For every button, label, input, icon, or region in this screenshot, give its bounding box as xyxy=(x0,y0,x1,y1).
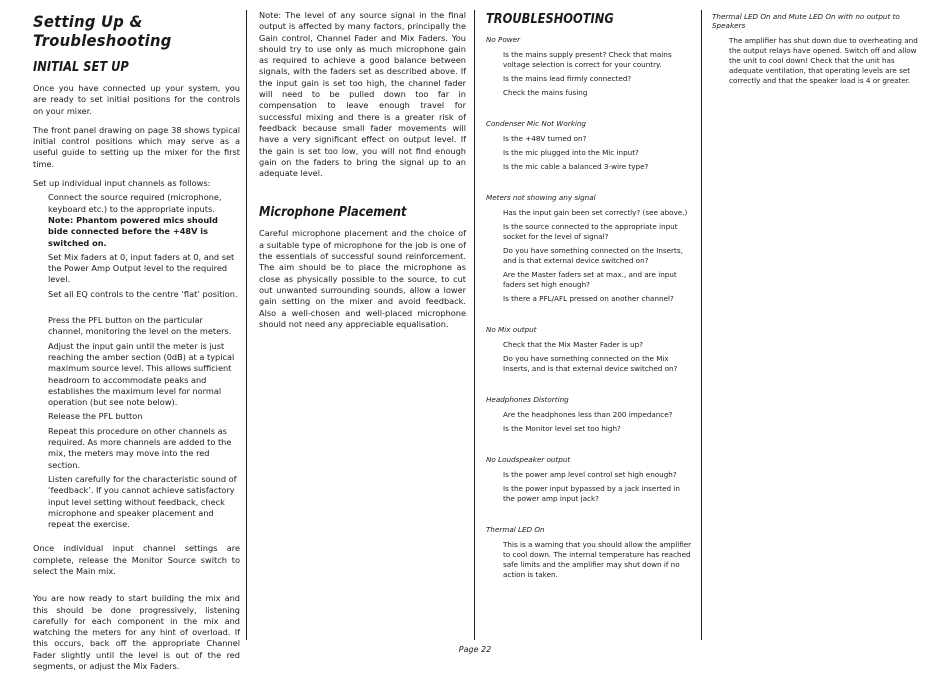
setup-step: Set all EQ controls to the centre ‘flat’ position. xyxy=(48,288,238,299)
setup-step: Release the PFL button xyxy=(48,411,143,422)
troubleshooting-question: Is the mic cable a balanced 3-wire type? xyxy=(503,162,649,171)
category-label: Headphones Distorting xyxy=(486,395,569,404)
phantom-power-note: Note: Phantom powered mics should bide connected before the +48V is switched on. xyxy=(48,214,218,248)
column-thermal xyxy=(712,10,918,90)
setup-step: Press the PFL button on the particular channel, monitoring the level on the meters. xyxy=(48,315,232,337)
troubleshooting-question: Is the power input bypassed by a jack inserted in the power amp input jack? xyxy=(503,484,680,503)
troubleshooting-answer: The amplifier has shut down due to overheating and the output relays have opened. Switch off and allow the unit to cool down! Check that the unit has adequate ventilation, that operating levels are set correctly and that the speaker load is 4 or greater. xyxy=(729,36,918,85)
column-notes xyxy=(259,10,466,338)
category-label: No Power xyxy=(486,35,521,44)
category-label: Meters not showing any signal xyxy=(486,193,596,202)
troubleshooting-question: Check that the Mix Master Fader is up? xyxy=(503,340,643,349)
setup-step: Listen carefully for the characteristic sound of ‘feedback’. If you cannot achieve satisfactory input level setting without feedback, check microphone and speaker placement and repeat the exercise. xyxy=(48,473,237,530)
paragraph: Once individual input channel settings are complete, release the Monitor Source switch to select the Main mix. xyxy=(33,543,240,576)
gain-note: Note: The level of any source signal in the final output is affected by many factors, principally the Gain control, Channel Fader and Mix Faders. You should try to use only as much microphone gain as required to achieve a good balance between signals, with the faders set as described above. If the input gain is set too high, the channel fader will need to be pulled down too far in compensation to leave enough travel for successful mixing and there is a greater risk of feedback because small fader movements will have a very significant effect on output level. If the gain is set too low, you will not find enough gain on the faders to bring the signal up to an adequate level. xyxy=(259,10,466,179)
category-label: Thermal LED On xyxy=(486,525,545,534)
troubleshooting-question: Is the +48V turned on? xyxy=(503,134,587,143)
setup-step: Set Mix faders at 0, input faders at 0, and set the Power Amp Output level to the required level. xyxy=(48,251,235,285)
category-label: Condenser Mic Not Working xyxy=(486,119,586,128)
paragraph: Once you have connected up your system, you are ready to set initial positions for the controls on your mixer. xyxy=(33,83,240,116)
troubleshooting-question: Is the mains supply present? Check that mains voltage selection is correct for your country. xyxy=(503,50,672,69)
paragraph: The front panel drawing on page 38 shows typical initial control positions which may serve as a useful guide to setting up the mixer for the first time. xyxy=(33,124,240,169)
category-label: No Mix output xyxy=(486,325,537,334)
paragraph: Careful microphone placement and the choice of a suitable type of microphone for the job is one of the essentials of successful sound reinforcement. The aim should be to place the microphone as close as physically possible to the source, to cut out unwanted surrounding sounds, allow a lower gain setting on the mixer and avoid feedback. Also a well-chosen and well-placed microphone should not need any appreciable equalisation. xyxy=(259,228,466,329)
category-label: Thermal LED On and Mute LED On with no output to Speakers xyxy=(712,12,900,30)
column-troubleshooting xyxy=(486,10,693,592)
troubleshooting-question: Is the mains lead firmly connected? xyxy=(503,74,632,83)
paragraph: You are now ready to start building the mix and this should be done progressively, listening carefully for each component in the mix and watching the meters for any hint of overload. If this occurs, back off the appropriate Channel Fader slightly until the level is out of the red segments, or adjust the Mix Faders. xyxy=(33,593,240,672)
troubleshooting-question: Are the Master faders set at max., and are input faders set high enough? xyxy=(503,270,677,289)
troubleshooting-question: Do you have something connected on the Mix Inserts, and is that external device switched on? xyxy=(503,354,678,373)
troubleshooting-question: Is the Monitor level set too high? xyxy=(503,424,621,433)
troubleshooting-question: Do you have something connected on the Inserts, and is that external device switched on? xyxy=(503,246,683,265)
column-divider xyxy=(701,10,702,640)
troubleshooting-question: Is there a PFL/AFL pressed on another channel? xyxy=(503,294,674,303)
setup-step: Repeat this procedure on other channels as required. As more channels are added to the mix, the meters may move into the red section. xyxy=(48,425,232,470)
troubleshooting-question: This is a warning that you should allow the amplifier to cool down. The internal temperature has reached safe limits and the amplifier may shut down if no action is taken. xyxy=(503,540,692,579)
category-label: No Loudspeaker output xyxy=(486,455,571,464)
setup-step: Connect the source required (microphone, keyboard etc.) to the appropriate inputs. xyxy=(48,192,222,214)
troubleshooting-question: Check the mains fusing xyxy=(503,88,588,97)
setup-step: Adjust the input gain until the meter is just reaching the amber section (0dB) at a typical maximum source level. This allows sufficient headroom to accommodate peaks and establishes the maximum level for normal operation (but see note below). xyxy=(48,340,235,408)
column-initial-setup xyxy=(33,10,240,680)
section-title-troubleshooting: TROUBLESHOOTING xyxy=(486,12,614,27)
page-number: Page 22 xyxy=(458,645,492,654)
section-title-microphone-placement: Microphone Placement xyxy=(259,205,407,221)
troubleshooting-question: Is the mic plugged into the Mic input? xyxy=(503,148,639,157)
troubleshooting-question: Is the source connected to the appropriate input socket for the level of signal? xyxy=(503,222,678,241)
troubleshooting-question: Are the headphones less than 200 impedance? xyxy=(503,410,673,419)
section-title-initial-setup: INITIAL SET UP xyxy=(33,60,129,75)
troubleshooting-list xyxy=(486,35,693,592)
paragraph: Set up individual input channels as follows: xyxy=(33,178,211,189)
page-title: Setting Up & Troubleshooting xyxy=(33,12,172,50)
troubleshooting-question: Is the power amp level control set high enough? xyxy=(503,470,677,479)
column-divider xyxy=(474,10,475,640)
column-divider xyxy=(246,10,247,640)
troubleshooting-question: Has the input gain been set correctly? (see above.) xyxy=(503,208,688,217)
